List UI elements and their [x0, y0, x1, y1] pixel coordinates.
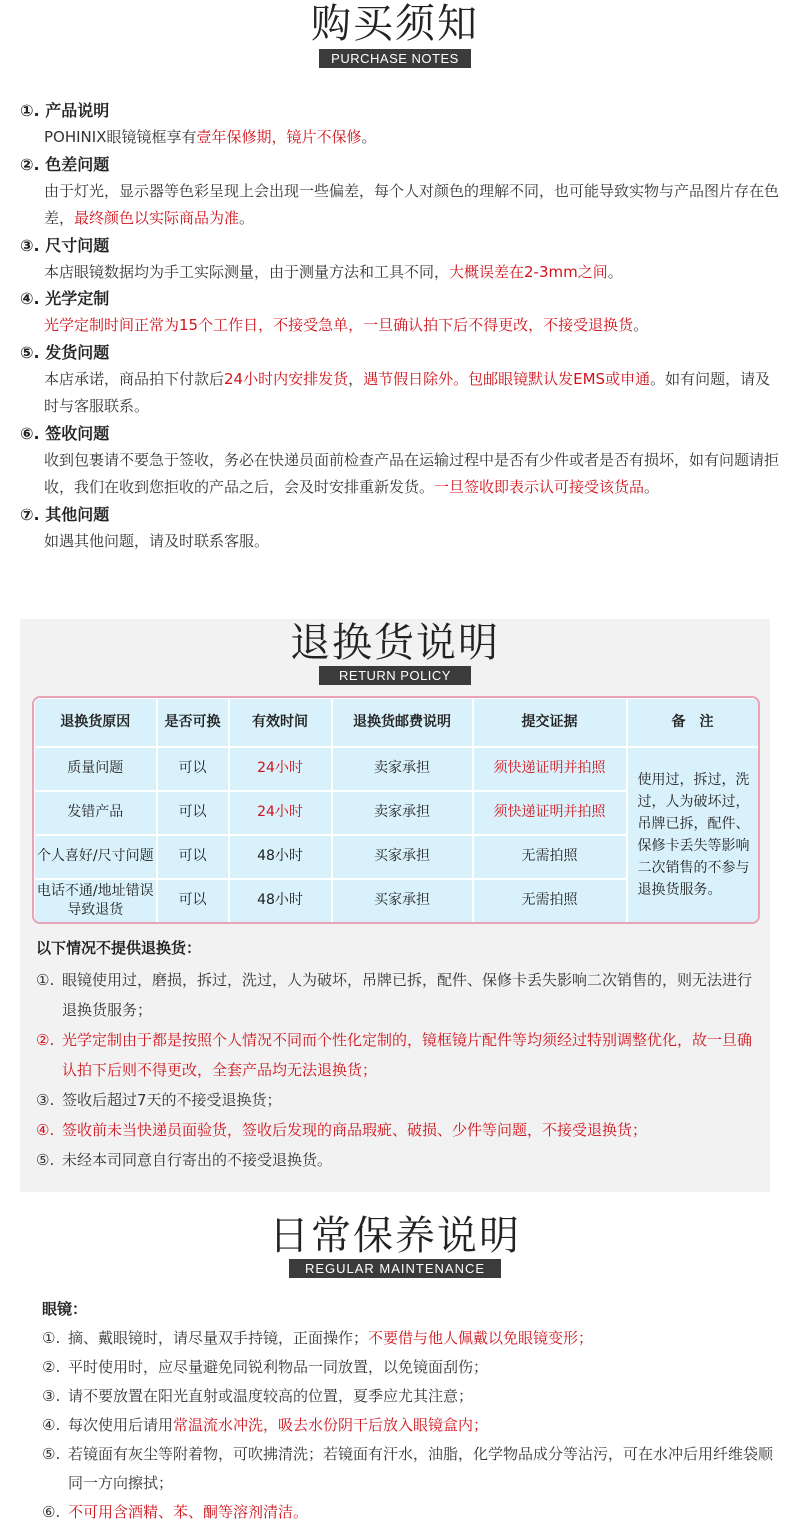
maintenance-text [68, 1440, 782, 1498]
exclusion-number: ④. [36, 1121, 55, 1139]
return-policy-subtitle: RETURN POLICY [319, 666, 471, 685]
cell-time: 24小时 [229, 791, 332, 835]
note-item [20, 421, 780, 502]
note-heading [20, 340, 780, 366]
exclusion-number: ②. [36, 1031, 55, 1049]
maintenance-text [68, 1324, 782, 1353]
note-highlight: 遇节假日除外。包邮眼镜默认发EMS或申通 [363, 369, 651, 388]
maintenance-item [42, 1353, 782, 1382]
note-item [20, 152, 780, 233]
exclusion-item [36, 1085, 766, 1115]
maintenance-item [42, 1324, 782, 1353]
note-heading [20, 421, 780, 447]
purchase-notes-list [20, 98, 780, 555]
maintenance-number: ⑤. [42, 1445, 61, 1463]
note-item [20, 233, 780, 287]
maintenance-text [68, 1353, 782, 1382]
note-heading-text: 发货问题 [45, 342, 110, 362]
cell-remark: 使用过，拆过，洗过，人为破坏过，吊牌已拆，配件、保修卡丢失等影响二次销售的不参与退换货服务。 [627, 747, 759, 923]
table-header-row [35, 699, 759, 747]
cell-postage: 买家承担 [332, 835, 473, 879]
maintenance-subtitle: REGULAR MAINTENANCE [289, 1259, 501, 1278]
note-text: 。 [239, 209, 255, 227]
cell-allowed: 可以 [157, 791, 229, 835]
note-highlight: 光学定制时间正常为15个工作日，不接受急单，一旦确认拍下后不得更改，不接受退换货 [44, 316, 634, 334]
cell-evidence: 无需拍照 [473, 879, 627, 923]
note-body [20, 124, 780, 152]
note-text: 由于灯光，显示器等色彩呈现上会出现一些偏差，每个人对颜色的理解不同，也可能导致实物与产品图片存在色差， [44, 181, 780, 227]
note-heading-text: 色差问题 [45, 154, 110, 174]
exclusion-number: ③. [36, 1091, 55, 1109]
maintenance-number: ③. [42, 1387, 61, 1405]
cell-time: 48小时 [229, 835, 332, 879]
note-heading-text: 光学定制 [45, 289, 110, 308]
note-text: 收到包裹请不要急于签收，务必在快递员面前检查产品在运输过程中是否有少件或者是否有损坏，如有问题请拒收，我们在收到您拒收的产品之后，会及时安排重新发货。 [44, 450, 780, 496]
cell-postage: 卖家承担 [332, 791, 473, 835]
note-body [20, 447, 780, 502]
note-number: ⑦. [20, 504, 40, 524]
note-number: ⑥. [20, 423, 40, 443]
col-header-evidence: 提交证据 [473, 699, 627, 747]
note-highlight: 壹年保修期，镜片不保修 [196, 128, 362, 146]
note-text: 。 [644, 478, 660, 496]
cell-allowed: 可以 [157, 747, 229, 791]
note-text: 如遇其他问题，请及时联系客服。 [44, 531, 270, 550]
cell-postage: 卖家承担 [332, 747, 473, 791]
maintenance-header [0, 1213, 790, 1278]
exclusion-item [36, 1145, 766, 1175]
note-text: 本店眼镜数据均为手工实际测量，由于测量方法和工具不同， [44, 262, 450, 281]
note-heading [20, 152, 780, 178]
exclusion-text: 光学定制由于都是按照个人情况不同而个性化定制的，镜框镜片配件等均须经过特别调整优化，故一旦确认拍下后则不得更改，全套产品均无法退换货； [62, 1031, 753, 1079]
note-item [20, 98, 780, 152]
maintenance-number: ②. [42, 1358, 61, 1376]
note-heading-text: 尺寸问题 [45, 235, 110, 255]
cell-postage: 买家承担 [332, 879, 473, 923]
note-heading-text: 产品说明 [45, 101, 110, 120]
note-highlight: 最终颜色以实际商品为准 [74, 209, 240, 227]
maintenance-item [42, 1411, 782, 1440]
maintenance-number: ④. [42, 1416, 61, 1434]
note-number: ⑤. [20, 342, 40, 362]
note-heading-text: 签收问题 [45, 423, 110, 443]
maintenance-highlight: 不要借与他人佩戴以免眼镜变形； [368, 1329, 594, 1347]
cell-reason: 质量问题 [35, 747, 157, 791]
note-item [20, 340, 780, 421]
exclusion-item [36, 965, 766, 1025]
note-body [20, 366, 780, 421]
note-text: 。如有问题，请及时与客服联系。 [44, 369, 771, 415]
maintenance-highlight: 不可用含酒精、苯、酮等溶剂清洁。 [68, 1503, 309, 1521]
col-header-postage: 退换货邮费说明 [332, 699, 473, 747]
col-header-time: 有效时间 [229, 699, 332, 747]
note-text: POHINIX眼镜镜框享有 [44, 128, 197, 146]
note-item [20, 502, 780, 556]
purchase-notes-title: 购买须知 [311, 1, 479, 47]
exclusion-text: 签收后超过7天的不接受退换货； [62, 1091, 282, 1109]
cell-evidence: 须快递证明并拍照 [473, 747, 627, 791]
maintenance-part: 每次使用后请用 [68, 1416, 174, 1434]
return-policy-table-frame [32, 696, 760, 924]
maintenance-item [42, 1440, 782, 1498]
note-body [20, 259, 780, 287]
maintenance-item [42, 1498, 782, 1526]
maintenance-heading: 眼镜： [42, 1300, 88, 1318]
note-body [20, 178, 780, 233]
maintenance-title: 日常保养说明 [269, 1213, 521, 1259]
note-text: 。 [633, 316, 649, 334]
maintenance-text [68, 1382, 782, 1411]
note-highlight: 一旦签收即表示认可接受该货品 [434, 478, 645, 496]
maintenance-highlight: 常温流水冲洗，吸去水份阴干后放入眼镜盒内； [173, 1416, 489, 1434]
cell-time: 48小时 [229, 879, 332, 923]
note-heading [20, 286, 780, 312]
maintenance-list [42, 1298, 782, 1526]
exclusion-text: 未经本司同意自行寄出的不接受退换货。 [62, 1151, 333, 1169]
cell-allowed: 可以 [157, 835, 229, 879]
maintenance-number: ⑥. [42, 1503, 61, 1521]
note-number: ②. [20, 154, 40, 174]
note-highlight: 大概误差在2-3mm之间 [449, 262, 608, 281]
note-text: ， [348, 369, 364, 388]
maintenance-text [68, 1498, 782, 1526]
exclusions-heading: 以下情况不提供退换货： [36, 939, 202, 957]
maintenance-part: 若镜面有灰尘等附着物，可吹拂清洗；若镜面有汗水，油脂，化学物品成分等沾污，可在水冲后用纤维袋顺同一方向擦拭； [68, 1445, 774, 1492]
maintenance-text [68, 1411, 782, 1440]
cell-time: 24小时 [229, 747, 332, 791]
note-body [20, 528, 780, 556]
exclusion-number: ①. [36, 971, 55, 989]
cell-evidence: 须快递证明并拍照 [473, 791, 627, 835]
table-row [35, 747, 759, 791]
note-heading-text: 其他问题 [45, 504, 110, 524]
note-text: 。 [361, 128, 377, 146]
return-policy-section [20, 619, 770, 1192]
note-number: ③. [20, 235, 40, 255]
maintenance-item [42, 1382, 782, 1411]
exclusion-item [36, 1025, 766, 1085]
exclusion-text: 眼镜使用过，磨损，拆过，洗过，人为破坏，吊牌已拆，配件、保修卡丢失影响二次销售的，则无法进行退换货服务； [62, 971, 753, 1019]
cell-evidence: 无需拍照 [473, 835, 627, 879]
note-number: ④. [20, 289, 40, 308]
cell-reason: 电话不通/地址错误导致退货 [35, 879, 157, 923]
note-highlight: 24小时内安排发货 [224, 369, 349, 388]
col-header-allowed: 是否可换 [157, 699, 229, 747]
col-header-remark: 备 注 [627, 699, 759, 747]
exclusion-text: 签收前未当快递员面验货，签收后发现的商品瑕疵、破损、少件等问题，不接受退换货； [62, 1121, 648, 1139]
maintenance-part: 平时使用时，应尽量避免同锐利物品一同放置，以免镜面刮伤； [68, 1358, 489, 1376]
maintenance-part: 摘、戴眼镜时，请尽量双手持镜，正面操作； [68, 1329, 369, 1347]
note-text: 。 [607, 262, 623, 281]
return-policy-table [34, 698, 760, 924]
col-header-reason: 退换货原因 [35, 699, 157, 747]
maintenance-number: ①. [42, 1329, 61, 1347]
note-heading [20, 233, 780, 259]
note-heading [20, 98, 780, 124]
cell-allowed: 可以 [157, 879, 229, 923]
purchase-notes-subtitle: PURCHASE NOTES [319, 49, 471, 68]
note-text: 本店承诺，商品拍下付款后 [44, 369, 225, 388]
note-heading [20, 502, 780, 528]
cell-reason: 发错产品 [35, 791, 157, 835]
return-policy-header [20, 620, 770, 685]
exclusion-number: ⑤. [36, 1151, 55, 1169]
exclusions-list [36, 937, 766, 1175]
note-item [20, 286, 780, 340]
note-number: ①. [20, 101, 40, 120]
maintenance-part: 请不要放置在阳光直射或温度较高的位置，夏季应尤其注意； [68, 1387, 474, 1405]
note-body [20, 312, 780, 340]
exclusion-item [36, 1115, 766, 1145]
cell-reason: 个人喜好/尺寸问题 [35, 835, 157, 879]
purchase-notes-header [0, 1, 790, 68]
return-policy-title: 退换货说明 [290, 620, 500, 666]
